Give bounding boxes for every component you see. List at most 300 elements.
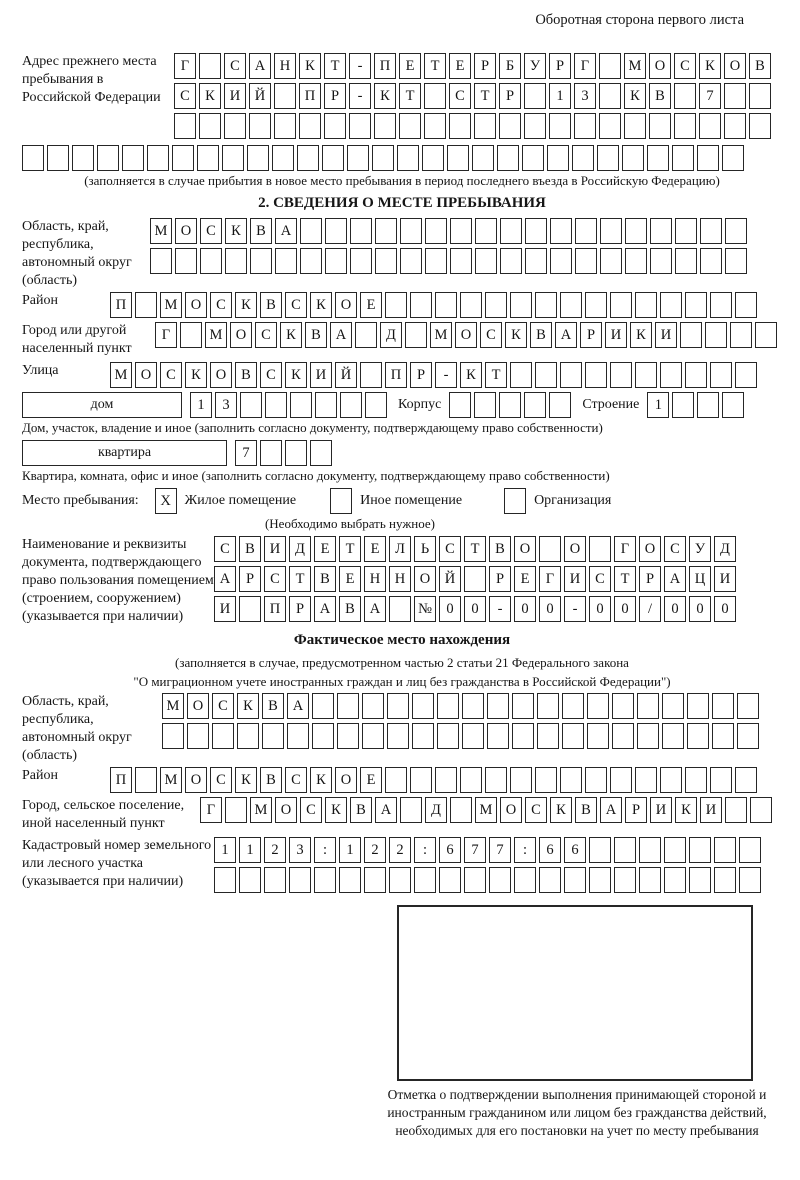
char-cell[interactable]: И	[310, 362, 332, 388]
char-cell[interactable]	[365, 392, 387, 418]
char-cell[interactable]	[412, 723, 434, 749]
char-cell[interactable]	[437, 723, 459, 749]
char-cell[interactable]	[574, 113, 596, 139]
char-cell[interactable]: Р	[289, 596, 311, 622]
char-cell[interactable]: К	[285, 362, 307, 388]
char-cell[interactable]	[410, 767, 432, 793]
char-cell[interactable]	[360, 362, 382, 388]
char-cell[interactable]: К	[624, 83, 646, 109]
char-cell[interactable]	[589, 837, 611, 863]
char-cell[interactable]	[689, 837, 711, 863]
char-cell[interactable]	[650, 248, 672, 274]
char-cell[interactable]: О	[724, 53, 746, 79]
char-cell[interactable]	[499, 113, 521, 139]
char-cell[interactable]	[650, 218, 672, 244]
char-cell[interactable]: И	[214, 596, 236, 622]
char-cell[interactable]	[500, 248, 522, 274]
char-cell[interactable]	[674, 83, 696, 109]
char-cell[interactable]	[400, 218, 422, 244]
char-cell[interactable]	[700, 218, 722, 244]
char-cell[interactable]: К	[550, 797, 572, 823]
char-cell[interactable]: К	[699, 53, 721, 79]
char-cell[interactable]	[497, 145, 519, 171]
char-cell[interactable]: :	[514, 837, 536, 863]
char-cell[interactable]	[560, 292, 582, 318]
char-cell[interactable]	[339, 867, 361, 893]
char-cell[interactable]: С	[300, 797, 322, 823]
char-cell[interactable]	[549, 113, 571, 139]
char-cell[interactable]	[725, 797, 747, 823]
char-cell[interactable]	[499, 392, 521, 418]
char-cell[interactable]	[362, 723, 384, 749]
char-cell[interactable]	[287, 723, 309, 749]
char-cell[interactable]	[725, 218, 747, 244]
char-cell[interactable]: С	[285, 767, 307, 793]
char-cell[interactable]	[400, 797, 422, 823]
char-cell[interactable]: С	[589, 566, 611, 592]
char-cell[interactable]: Н	[389, 566, 411, 592]
char-cell[interactable]	[450, 248, 472, 274]
char-cell[interactable]	[550, 218, 572, 244]
char-cell[interactable]	[297, 145, 319, 171]
char-cell[interactable]: В	[250, 218, 272, 244]
char-cell[interactable]	[685, 292, 707, 318]
char-cell[interactable]	[710, 362, 732, 388]
char-cell[interactable]	[737, 693, 759, 719]
char-cell[interactable]: У	[524, 53, 546, 79]
char-cell[interactable]	[222, 145, 244, 171]
char-cell[interactable]: В	[489, 536, 511, 562]
char-cell[interactable]	[225, 248, 247, 274]
char-cell[interactable]: А	[314, 596, 336, 622]
char-cell[interactable]: А	[249, 53, 271, 79]
char-cell[interactable]	[539, 867, 561, 893]
char-cell[interactable]: О	[639, 536, 661, 562]
char-cell[interactable]: Г	[155, 322, 177, 348]
char-cell[interactable]: 0	[439, 596, 461, 622]
char-cell[interactable]	[175, 248, 197, 274]
char-cell[interactable]	[699, 113, 721, 139]
char-cell[interactable]	[347, 145, 369, 171]
char-cell[interactable]: Ь	[414, 536, 436, 562]
char-cell[interactable]: М	[430, 322, 452, 348]
char-cell[interactable]	[422, 145, 444, 171]
char-cell[interactable]: К	[199, 83, 221, 109]
char-cell[interactable]	[689, 867, 711, 893]
char-cell[interactable]: К	[235, 292, 257, 318]
char-cell[interactable]: И	[700, 797, 722, 823]
char-cell[interactable]	[475, 218, 497, 244]
char-cell[interactable]: 2	[264, 837, 286, 863]
char-cell[interactable]: С	[439, 536, 461, 562]
char-cell[interactable]: Д	[380, 322, 402, 348]
char-cell[interactable]	[212, 723, 234, 749]
char-cell[interactable]: Р	[489, 566, 511, 592]
char-cell[interactable]: М	[110, 362, 132, 388]
char-cell[interactable]	[662, 723, 684, 749]
char-cell[interactable]: С	[210, 767, 232, 793]
char-cell[interactable]	[199, 113, 221, 139]
char-cell[interactable]	[414, 867, 436, 893]
char-cell[interactable]	[524, 83, 546, 109]
char-cell[interactable]: Е	[399, 53, 421, 79]
char-cell[interactable]: С	[449, 83, 471, 109]
char-cell[interactable]: Т	[464, 536, 486, 562]
char-cell[interactable]	[537, 723, 559, 749]
char-cell[interactable]: О	[500, 797, 522, 823]
char-cell[interactable]	[700, 248, 722, 274]
char-cell[interactable]: :	[414, 837, 436, 863]
char-cell[interactable]: Д	[289, 536, 311, 562]
char-cell[interactable]: 7	[699, 83, 721, 109]
char-cell[interactable]	[290, 392, 312, 418]
char-cell[interactable]	[375, 248, 397, 274]
char-cell[interactable]	[575, 248, 597, 274]
char-cell[interactable]: А	[287, 693, 309, 719]
char-cell[interactable]	[324, 113, 346, 139]
char-cell[interactable]: 0	[464, 596, 486, 622]
char-cell[interactable]: В	[260, 292, 282, 318]
char-cell[interactable]: Р	[239, 566, 261, 592]
char-cell[interactable]	[672, 392, 694, 418]
char-cell[interactable]: К	[325, 797, 347, 823]
char-cell[interactable]: В	[339, 596, 361, 622]
char-cell[interactable]: Е	[339, 566, 361, 592]
char-cell[interactable]	[362, 693, 384, 719]
char-cell[interactable]	[239, 596, 261, 622]
char-cell[interactable]	[412, 693, 434, 719]
char-cell[interactable]	[562, 723, 584, 749]
char-cell[interactable]	[612, 723, 634, 749]
char-cell[interactable]	[410, 292, 432, 318]
char-cell[interactable]	[535, 362, 557, 388]
char-cell[interactable]: С	[285, 292, 307, 318]
char-cell[interactable]: Г	[614, 536, 636, 562]
char-cell[interactable]: 3	[574, 83, 596, 109]
char-cell[interactable]: -	[349, 83, 371, 109]
char-cell[interactable]	[614, 867, 636, 893]
char-cell[interactable]	[730, 322, 752, 348]
char-cell[interactable]: К	[185, 362, 207, 388]
char-cell[interactable]	[610, 362, 632, 388]
char-cell[interactable]	[264, 867, 286, 893]
char-cell[interactable]	[399, 113, 421, 139]
char-cell[interactable]: К	[299, 53, 321, 79]
char-cell[interactable]: О	[414, 566, 436, 592]
char-cell[interactable]	[250, 248, 272, 274]
char-cell[interactable]	[749, 113, 771, 139]
char-cell[interactable]	[265, 392, 287, 418]
char-cell[interactable]	[172, 145, 194, 171]
char-cell[interactable]	[724, 113, 746, 139]
char-cell[interactable]: Т	[485, 362, 507, 388]
dom-box[interactable]: дом	[22, 392, 182, 418]
char-cell[interactable]	[350, 218, 372, 244]
char-cell[interactable]	[449, 392, 471, 418]
char-cell[interactable]: П	[110, 767, 132, 793]
char-cell[interactable]	[450, 797, 472, 823]
char-cell[interactable]: -	[435, 362, 457, 388]
char-cell[interactable]	[289, 867, 311, 893]
char-cell[interactable]: Е	[449, 53, 471, 79]
char-cell[interactable]	[485, 767, 507, 793]
char-cell[interactable]: В	[239, 536, 261, 562]
char-cell[interactable]	[664, 867, 686, 893]
char-cell[interactable]	[587, 723, 609, 749]
char-cell[interactable]	[600, 218, 622, 244]
char-cell[interactable]	[560, 767, 582, 793]
char-cell[interactable]: С	[264, 566, 286, 592]
char-cell[interactable]	[675, 218, 697, 244]
char-cell[interactable]	[635, 292, 657, 318]
char-cell[interactable]	[722, 392, 744, 418]
char-cell[interactable]: М	[250, 797, 272, 823]
char-cell[interactable]	[197, 145, 219, 171]
char-cell[interactable]: Н	[274, 53, 296, 79]
char-cell[interactable]: Р	[580, 322, 602, 348]
char-cell[interactable]: В	[314, 566, 336, 592]
char-cell[interactable]	[387, 723, 409, 749]
char-cell[interactable]: Т	[289, 566, 311, 592]
char-cell[interactable]	[274, 113, 296, 139]
char-cell[interactable]: О	[175, 218, 197, 244]
char-cell[interactable]	[600, 248, 622, 274]
char-cell[interactable]: А	[330, 322, 352, 348]
char-cell[interactable]: Й	[439, 566, 461, 592]
char-cell[interactable]	[524, 392, 546, 418]
char-cell[interactable]: 6	[564, 837, 586, 863]
char-cell[interactable]: Л	[389, 536, 411, 562]
char-cell[interactable]: А	[275, 218, 297, 244]
char-cell[interactable]: И	[224, 83, 246, 109]
char-cell[interactable]: 1	[214, 837, 236, 863]
checkbox-inoe-pomeshchenie[interactable]	[330, 488, 352, 514]
char-cell[interactable]	[147, 145, 169, 171]
char-cell[interactable]: М	[624, 53, 646, 79]
char-cell[interactable]: А	[555, 322, 577, 348]
char-cell[interactable]	[239, 867, 261, 893]
char-cell[interactable]	[474, 392, 496, 418]
char-cell[interactable]	[272, 145, 294, 171]
char-cell[interactable]	[672, 145, 694, 171]
char-cell[interactable]	[660, 292, 682, 318]
char-cell[interactable]: С	[525, 797, 547, 823]
char-cell[interactable]	[737, 723, 759, 749]
char-cell[interactable]	[22, 145, 44, 171]
char-cell[interactable]: М	[205, 322, 227, 348]
char-cell[interactable]	[535, 767, 557, 793]
char-cell[interactable]	[674, 113, 696, 139]
char-cell[interactable]	[385, 767, 407, 793]
char-cell[interactable]: А	[214, 566, 236, 592]
char-cell[interactable]	[275, 248, 297, 274]
char-cell[interactable]: К	[310, 767, 332, 793]
char-cell[interactable]: Р	[625, 797, 647, 823]
char-cell[interactable]: В	[749, 53, 771, 79]
char-cell[interactable]	[537, 693, 559, 719]
char-cell[interactable]: В	[530, 322, 552, 348]
char-cell[interactable]	[687, 723, 709, 749]
char-cell[interactable]	[150, 248, 172, 274]
char-cell[interactable]: -	[489, 596, 511, 622]
char-cell[interactable]	[299, 113, 321, 139]
char-cell[interactable]	[337, 693, 359, 719]
char-cell[interactable]	[312, 723, 334, 749]
char-cell[interactable]	[739, 837, 761, 863]
char-cell[interactable]: 3	[289, 837, 311, 863]
char-cell[interactable]: №	[414, 596, 436, 622]
char-cell[interactable]: И	[264, 536, 286, 562]
char-cell[interactable]	[522, 145, 544, 171]
char-cell[interactable]	[710, 292, 732, 318]
char-cell[interactable]	[425, 218, 447, 244]
char-cell[interactable]	[462, 723, 484, 749]
char-cell[interactable]: О	[275, 797, 297, 823]
char-cell[interactable]: 0	[514, 596, 536, 622]
char-cell[interactable]	[374, 113, 396, 139]
char-cell[interactable]: К	[225, 218, 247, 244]
char-cell[interactable]: И	[650, 797, 672, 823]
char-cell[interactable]	[512, 723, 534, 749]
char-cell[interactable]	[285, 440, 307, 466]
char-cell[interactable]: 0	[614, 596, 636, 622]
char-cell[interactable]	[325, 218, 347, 244]
char-cell[interactable]: О	[185, 767, 207, 793]
char-cell[interactable]	[539, 536, 561, 562]
char-cell[interactable]	[485, 292, 507, 318]
char-cell[interactable]	[447, 145, 469, 171]
char-cell[interactable]	[697, 145, 719, 171]
char-cell[interactable]: В	[305, 322, 327, 348]
char-cell[interactable]: М	[150, 218, 172, 244]
char-cell[interactable]: С	[255, 322, 277, 348]
char-cell[interactable]: К	[310, 292, 332, 318]
char-cell[interactable]	[314, 867, 336, 893]
char-cell[interactable]	[200, 248, 222, 274]
char-cell[interactable]	[687, 693, 709, 719]
char-cell[interactable]: 7	[464, 837, 486, 863]
char-cell[interactable]: С	[480, 322, 502, 348]
char-cell[interactable]	[437, 693, 459, 719]
char-cell[interactable]: М	[162, 693, 184, 719]
char-cell[interactable]	[612, 693, 634, 719]
char-cell[interactable]	[385, 292, 407, 318]
char-cell[interactable]: 0	[714, 596, 736, 622]
char-cell[interactable]	[510, 362, 532, 388]
char-cell[interactable]	[224, 113, 246, 139]
char-cell[interactable]: М	[160, 767, 182, 793]
char-cell[interactable]: 2	[364, 837, 386, 863]
char-cell[interactable]: В	[575, 797, 597, 823]
char-cell[interactable]: 0	[539, 596, 561, 622]
char-cell[interactable]: Р	[410, 362, 432, 388]
char-cell[interactable]	[122, 145, 144, 171]
char-cell[interactable]	[575, 218, 597, 244]
char-cell[interactable]: Н	[364, 566, 386, 592]
char-cell[interactable]: В	[649, 83, 671, 109]
char-cell[interactable]	[397, 145, 419, 171]
char-cell[interactable]: К	[675, 797, 697, 823]
char-cell[interactable]	[47, 145, 69, 171]
char-cell[interactable]	[662, 693, 684, 719]
char-cell[interactable]	[475, 248, 497, 274]
char-cell[interactable]	[449, 113, 471, 139]
char-cell[interactable]: К	[505, 322, 527, 348]
char-cell[interactable]: П	[374, 53, 396, 79]
char-cell[interactable]	[510, 767, 532, 793]
char-cell[interactable]: Е	[360, 767, 382, 793]
char-cell[interactable]: К	[374, 83, 396, 109]
char-cell[interactable]: Р	[474, 53, 496, 79]
char-cell[interactable]: К	[280, 322, 302, 348]
char-cell[interactable]	[589, 536, 611, 562]
char-cell[interactable]	[487, 723, 509, 749]
char-cell[interactable]: А	[600, 797, 622, 823]
char-cell[interactable]: О	[514, 536, 536, 562]
char-cell[interactable]	[525, 248, 547, 274]
char-cell[interactable]	[262, 723, 284, 749]
char-cell[interactable]: П	[385, 362, 407, 388]
char-cell[interactable]: 6	[539, 837, 561, 863]
char-cell[interactable]	[474, 113, 496, 139]
char-cell[interactable]	[755, 322, 777, 348]
char-cell[interactable]	[639, 867, 661, 893]
char-cell[interactable]	[512, 693, 534, 719]
char-cell[interactable]: С	[160, 362, 182, 388]
char-cell[interactable]: С	[260, 362, 282, 388]
char-cell[interactable]	[635, 767, 657, 793]
char-cell[interactable]: А	[364, 596, 386, 622]
char-cell[interactable]: Г	[200, 797, 222, 823]
char-cell[interactable]	[585, 362, 607, 388]
char-cell[interactable]	[585, 767, 607, 793]
char-cell[interactable]	[472, 145, 494, 171]
char-cell[interactable]: 1	[190, 392, 212, 418]
char-cell[interactable]	[610, 767, 632, 793]
char-cell[interactable]	[610, 292, 632, 318]
char-cell[interactable]	[714, 837, 736, 863]
char-cell[interactable]: А	[664, 566, 686, 592]
char-cell[interactable]	[735, 292, 757, 318]
checkbox-zhiloe-pomeshchenie[interactable]: X	[155, 488, 177, 514]
char-cell[interactable]	[560, 362, 582, 388]
char-cell[interactable]	[572, 145, 594, 171]
char-cell[interactable]: О	[649, 53, 671, 79]
char-cell[interactable]	[400, 248, 422, 274]
char-cell[interactable]	[349, 113, 371, 139]
char-cell[interactable]: 0	[589, 596, 611, 622]
char-cell[interactable]: /	[639, 596, 661, 622]
char-cell[interactable]: Р	[639, 566, 661, 592]
char-cell[interactable]	[725, 248, 747, 274]
char-cell[interactable]: Д	[714, 536, 736, 562]
char-cell[interactable]	[237, 723, 259, 749]
char-cell[interactable]: М	[475, 797, 497, 823]
char-cell[interactable]	[525, 218, 547, 244]
char-cell[interactable]: П	[264, 596, 286, 622]
char-cell[interactable]	[225, 797, 247, 823]
char-cell[interactable]	[500, 218, 522, 244]
char-cell[interactable]: И	[564, 566, 586, 592]
char-cell[interactable]	[750, 797, 772, 823]
char-cell[interactable]: И	[714, 566, 736, 592]
char-cell[interactable]: 1	[647, 392, 669, 418]
char-cell[interactable]	[639, 837, 661, 863]
char-cell[interactable]	[97, 145, 119, 171]
char-cell[interactable]	[439, 867, 461, 893]
char-cell[interactable]: 2	[389, 837, 411, 863]
char-cell[interactable]	[300, 248, 322, 274]
